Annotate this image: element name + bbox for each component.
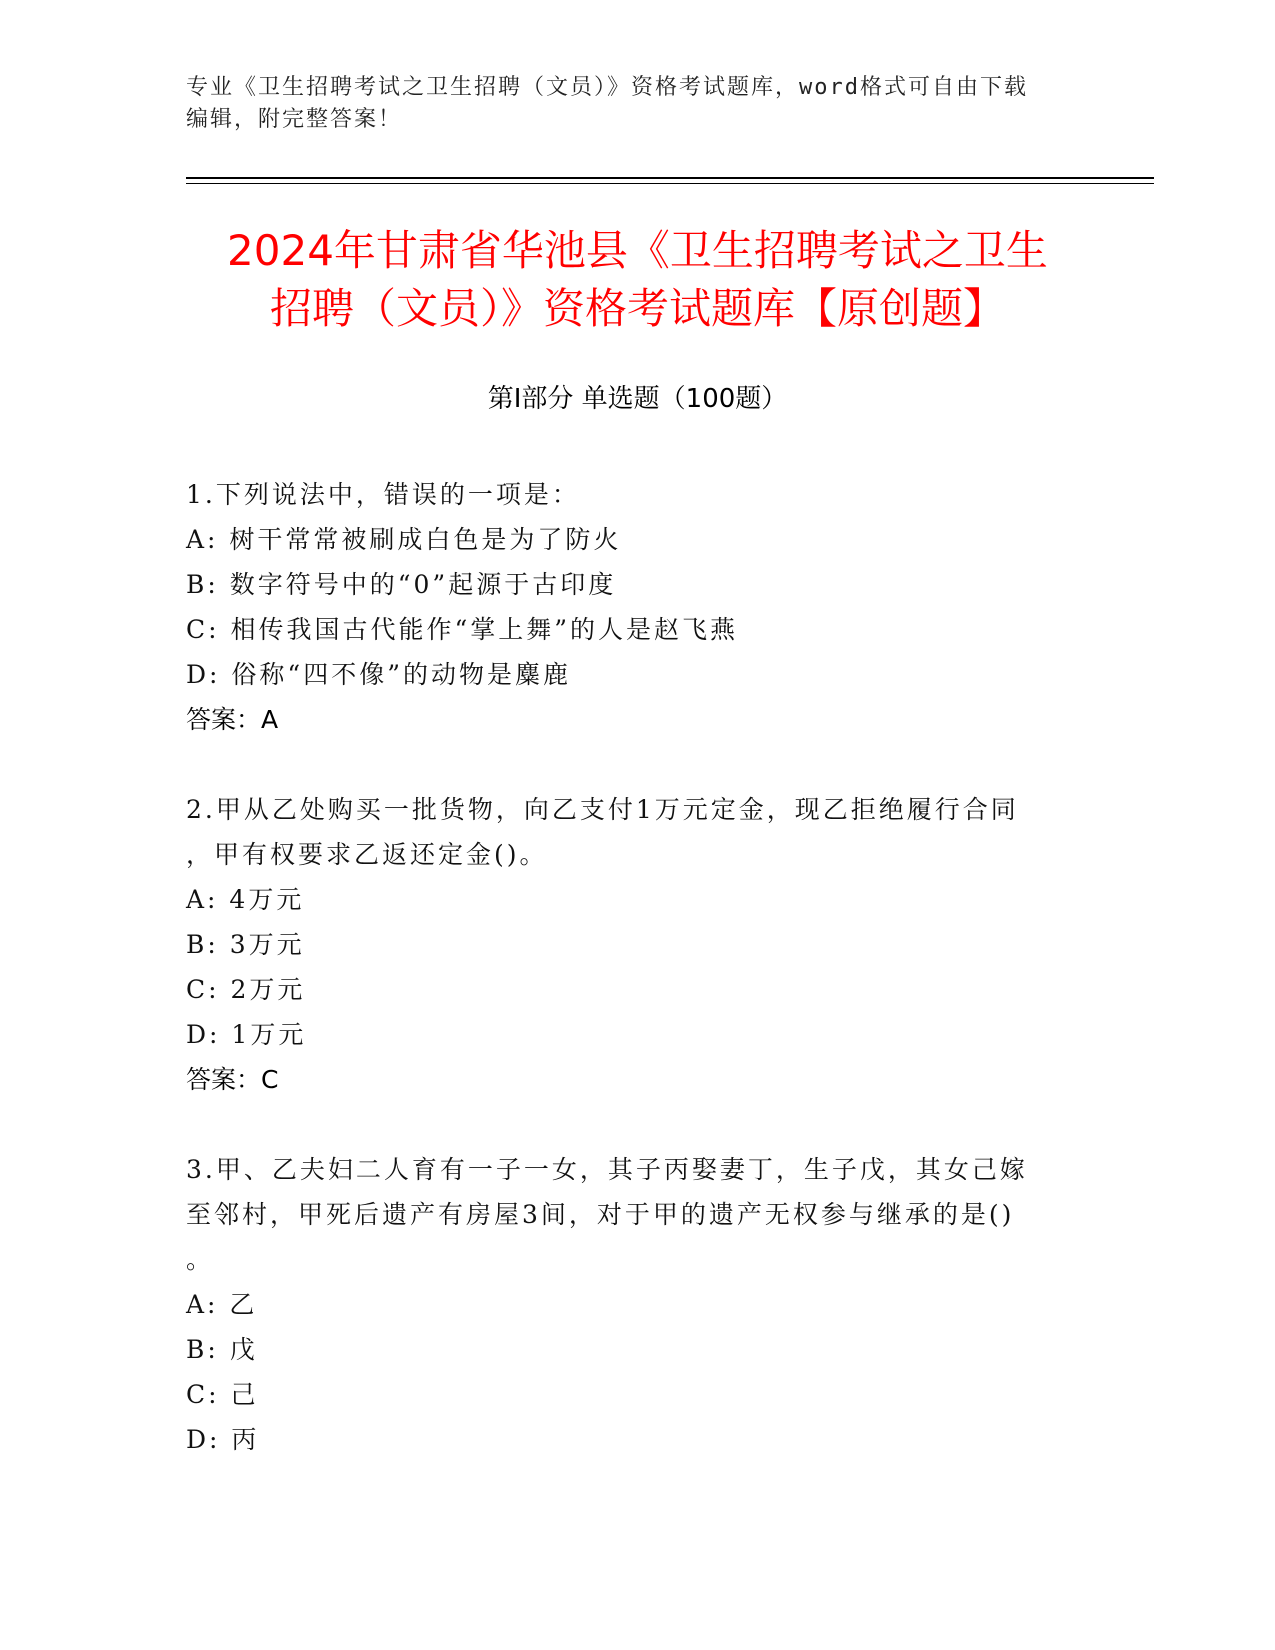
question-1-option-b: B: 数字符号中的“0”起源于古印度 — [186, 570, 617, 599]
document-title-line-2: 招聘（文员）》资格考试题库【原创题】 — [269, 284, 1005, 333]
question-2 — [186, 787, 1066, 1102]
question-1 — [186, 472, 1066, 742]
question-3-stem-line-3: 。 — [186, 1245, 215, 1274]
document-title-line-1: 2024年甘肃省华池县《卫生招聘考试之卫生 — [227, 226, 1048, 275]
question-3-option-b: B: 戊 — [186, 1335, 258, 1364]
header-note-line-1: 专业《卫生招聘考试之卫生招聘（文员）》资格考试题库，word格式可自由下载 — [186, 75, 1028, 100]
question-list — [186, 472, 1066, 1462]
question-2-answer: 答案：C — [186, 1065, 279, 1094]
question-3 — [186, 1147, 1066, 1462]
question-1-option-d: D: 俗称“四不像”的动物是麋鹿 — [186, 660, 571, 689]
header-rule-thin — [186, 183, 1154, 184]
question-2-stem-line-2: ，甲有权要求乙返还定金()。 — [186, 840, 548, 869]
question-3-option-a: A: 乙 — [186, 1290, 258, 1319]
section-title: 第Ⅰ部分 单选题（100题） — [487, 384, 788, 414]
header-note-line-2: 编辑，附完整答案！ — [186, 107, 403, 132]
question-1-answer: 答案：A — [186, 705, 279, 734]
question-2-option-b: B: 3万元 — [186, 930, 305, 959]
question-2-option-a: A: 4万元 — [186, 885, 305, 914]
question-3-option-d: D: 丙 — [186, 1425, 260, 1454]
question-3-stem-line-2: 至邻村，甲死后遗产有房屋3间，对于甲的遗产无权参与继承的是() — [186, 1200, 1015, 1229]
header-note — [186, 72, 1086, 136]
question-1-option-c: C: 相传我国古代能作“掌上舞”的人是赵飞燕 — [186, 615, 739, 644]
question-3-option-c: C: 己 — [186, 1380, 259, 1409]
question-1-stem-line-1: 1.下列说法中，错误的一项是： — [186, 480, 580, 509]
question-spacer — [186, 1102, 1066, 1147]
question-spacer — [186, 742, 1066, 787]
document-title — [186, 222, 1089, 338]
question-2-option-d: D: 1万元 — [186, 1020, 307, 1049]
question-2-stem-line-1: 2.甲从乙处购买一批货物，向乙支付1万元定金，现乙拒绝履行合同 — [186, 795, 1019, 824]
question-3-stem-line-1: 3.甲、乙夫妇二人育有一子一女，其子丙娶妻丁，生子戊，其女己嫁 — [186, 1155, 1028, 1184]
question-2-option-c: C: 2万元 — [186, 975, 306, 1004]
question-1-option-a: A: 树干常常被刷成白色是为了防火 — [186, 525, 622, 554]
header-rule-thick — [186, 177, 1154, 179]
